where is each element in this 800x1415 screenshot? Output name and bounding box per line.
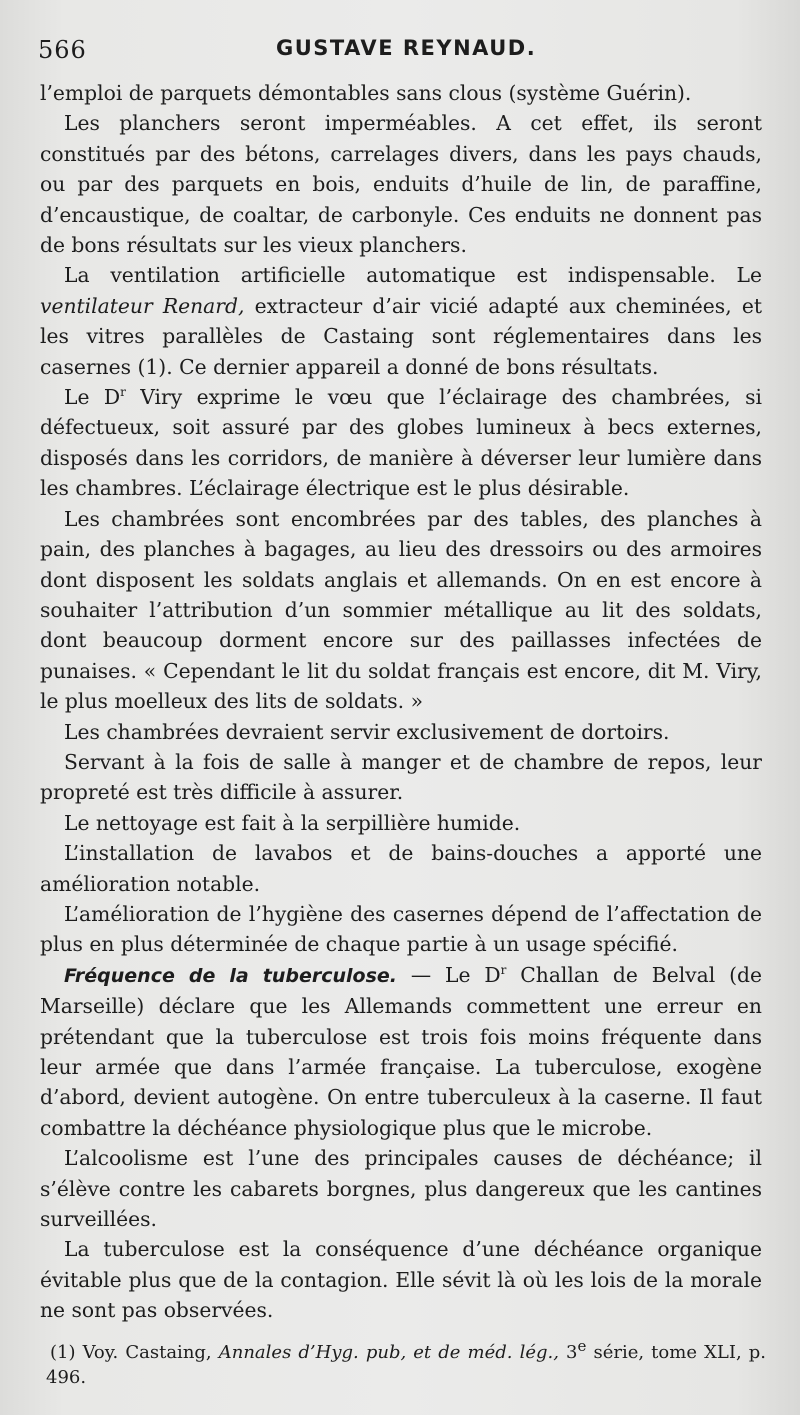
footnote: (1) Voy. Castaing, Annales d’Hyg. pub, et de méd. lég., 3e série, tome XLI, p. 496.: [46, 1337, 766, 1388]
paragraph: l’emploi de parquets démontables sans clous (système Guérin).: [40, 81, 692, 105]
running-head: GUSTAVE REYNAUD.: [276, 36, 537, 60]
paragraph: Les chambrées devraient servir exclusivement de dortoirs.: [64, 719, 670, 744]
italic-term: ventilateur Renard,: [40, 293, 245, 318]
paragraph: Servant à la fois de salle à manger et de chambre de repos, leur propreté est très difficile à assurer.: [40, 749, 762, 805]
paragraph: L’amélioration de l’hygiène des casernes dépend de l’affectation de plus en plus déterminée de chaque partie à un usage spécifié.: [40, 901, 762, 957]
paragraph: La tuberculose est la conséquence d’une déchéance organique évitable plus que de la contagion. Elle sévit là où les lois de la morale ne sont pas observées.: [40, 1237, 762, 1323]
paragraph: La ventilation artificielle automatique est indispensable. Le ventilateur Renard, extracteur d’air vicié adapté aux cheminées, et les vitres parallèles de Castaing sont réglementaires dans les casernes (1). Ce dernier appareil a donné de bons résultats.: [40, 263, 762, 379]
paragraph: Les planchers seront imperméables. A cet effet, ils seront constitués par des bétons, carrelages divers, dans les pays chauds, ou par des parquets en bois, enduits d’huile de lin, de paraffine, d’encaustique, de coaltar, de carbonyle. Ces enduits ne donnent pas de bons résultats sur les vieux planchers.: [40, 111, 762, 258]
journal-title: Annales d’Hyg. pub, et de méd. lég.,: [218, 1342, 559, 1363]
section-heading: Fréquence de la tuberculose.: [64, 964, 398, 987]
page-header: [38, 34, 750, 64]
page-number: 566: [38, 36, 87, 64]
footnote-mark: (1): [50, 1342, 76, 1363]
paragraph: L’alcoolisme est l’une des principales causes de déchéance; il s’élève contre les cabarets borgnes, plus dangereux que les cantines surveillées.: [40, 1146, 762, 1232]
paragraph: Fréquence de la tuberculose. — Le $D^r$ Challan de Belval (de Marseille) déclare que les Allemands commettent une erreur en prétendant que la tuberculose est trois fois moins fréquente dans leur armée que dans l’armée française. La tuberculose, exogène d’abord, devient autogène. On entre tuberculeux à la caserne. Il faut combattre la déchéance physiologique plus que le microbe.: [40, 962, 762, 1140]
paragraph: Le nettoyage est fait à la serpillière humide.: [64, 810, 521, 835]
body-text: [40, 78, 762, 1326]
paragraph: Le $D^r$ Viry exprime le vœu que l’éclairage des chambrées, si défectueux, soit assuré par des globes lumineux à becs externes, disposés dans les corridors, de manière à déverser leur lumière dans les chambres. L’éclairage électrique est le plus désirable.: [40, 385, 762, 501]
paragraph: L’installation de lavabos et de bains-douches a apporté une amélioration notable.: [40, 841, 762, 896]
paragraph: Les chambrées sont encombrées par des tables, des planches à pain, des planches à bagages, au lieu des dressoirs ou des armoires dont disposent les soldats anglais et allemands. On en est encore à souhaiter l’attribution d’un sommier métallique au lit des soldats, dont beaucoup dorment encore sur des paillasses infectées de punaises. « Cependant le lit du soldat français est encore, dit M. Viry, le plus moelleux des lits de soldats. »: [40, 506, 762, 714]
